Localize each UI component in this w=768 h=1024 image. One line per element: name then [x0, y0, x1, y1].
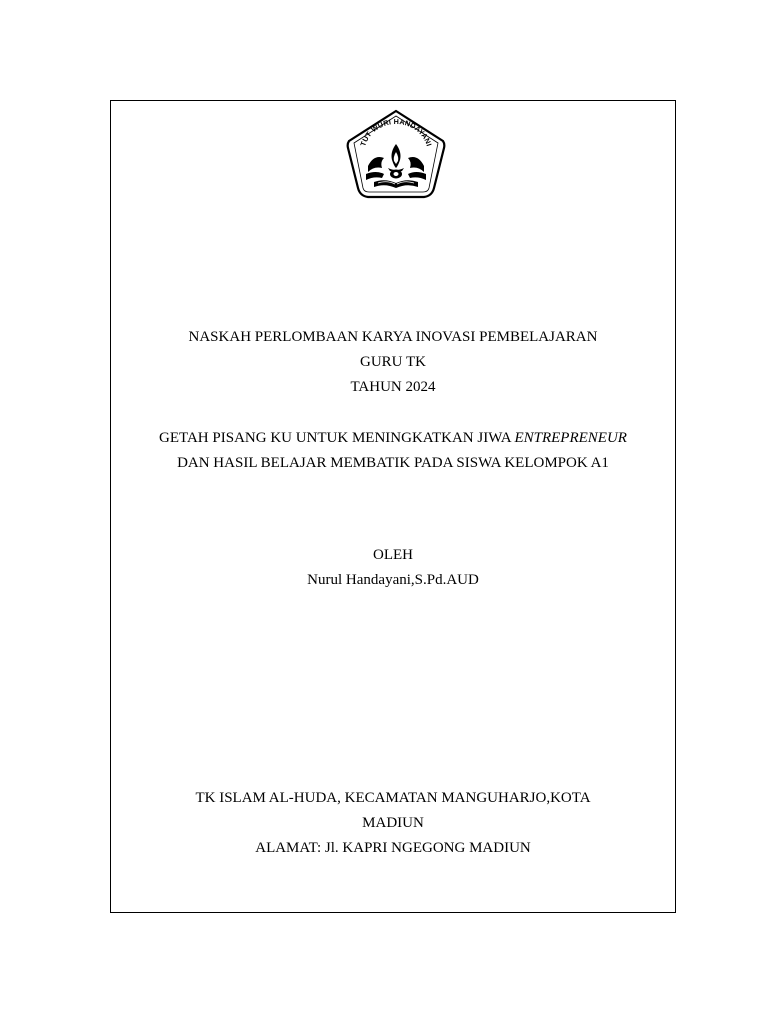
- innovation-title-line-1: [110, 428, 676, 448]
- document-title-line-1: NASKAH PERLOMBAAN KARYA INOVASI PEMBELAJARAN: [188, 329, 598, 345]
- document-title-line-2: GURU TK: [360, 354, 426, 370]
- innovation-title-italic: ENTREPRENEUR: [514, 430, 627, 446]
- innovation-title-line-2: DAN HASIL BELAJAR MEMBATIK PADA SISWA KELOMPOK A1: [177, 455, 609, 471]
- document-title-year: TAHUN 2024: [350, 379, 436, 395]
- institution-address: ALAMAT: Jl. KAPRI NGEGONG MADIUN: [255, 840, 531, 856]
- author-name: Nurul Handayani,S.Pd.AUD: [307, 572, 479, 588]
- logo-motto: TUT WURI HANDAYANI: [358, 116, 434, 148]
- tut-wuri-handayani-emblem-icon: [344, 108, 448, 206]
- institution-line-1: TK ISLAM AL-HUDA, KECAMATAN MANGUHARJO,KOTA: [195, 790, 591, 806]
- author-label: OLEH: [373, 547, 413, 563]
- innovation-title-text: GETAH PISANG KU UNTUK MENINGKATKAN JIWA: [159, 430, 515, 446]
- institution-line-2: MADIUN: [362, 815, 424, 831]
